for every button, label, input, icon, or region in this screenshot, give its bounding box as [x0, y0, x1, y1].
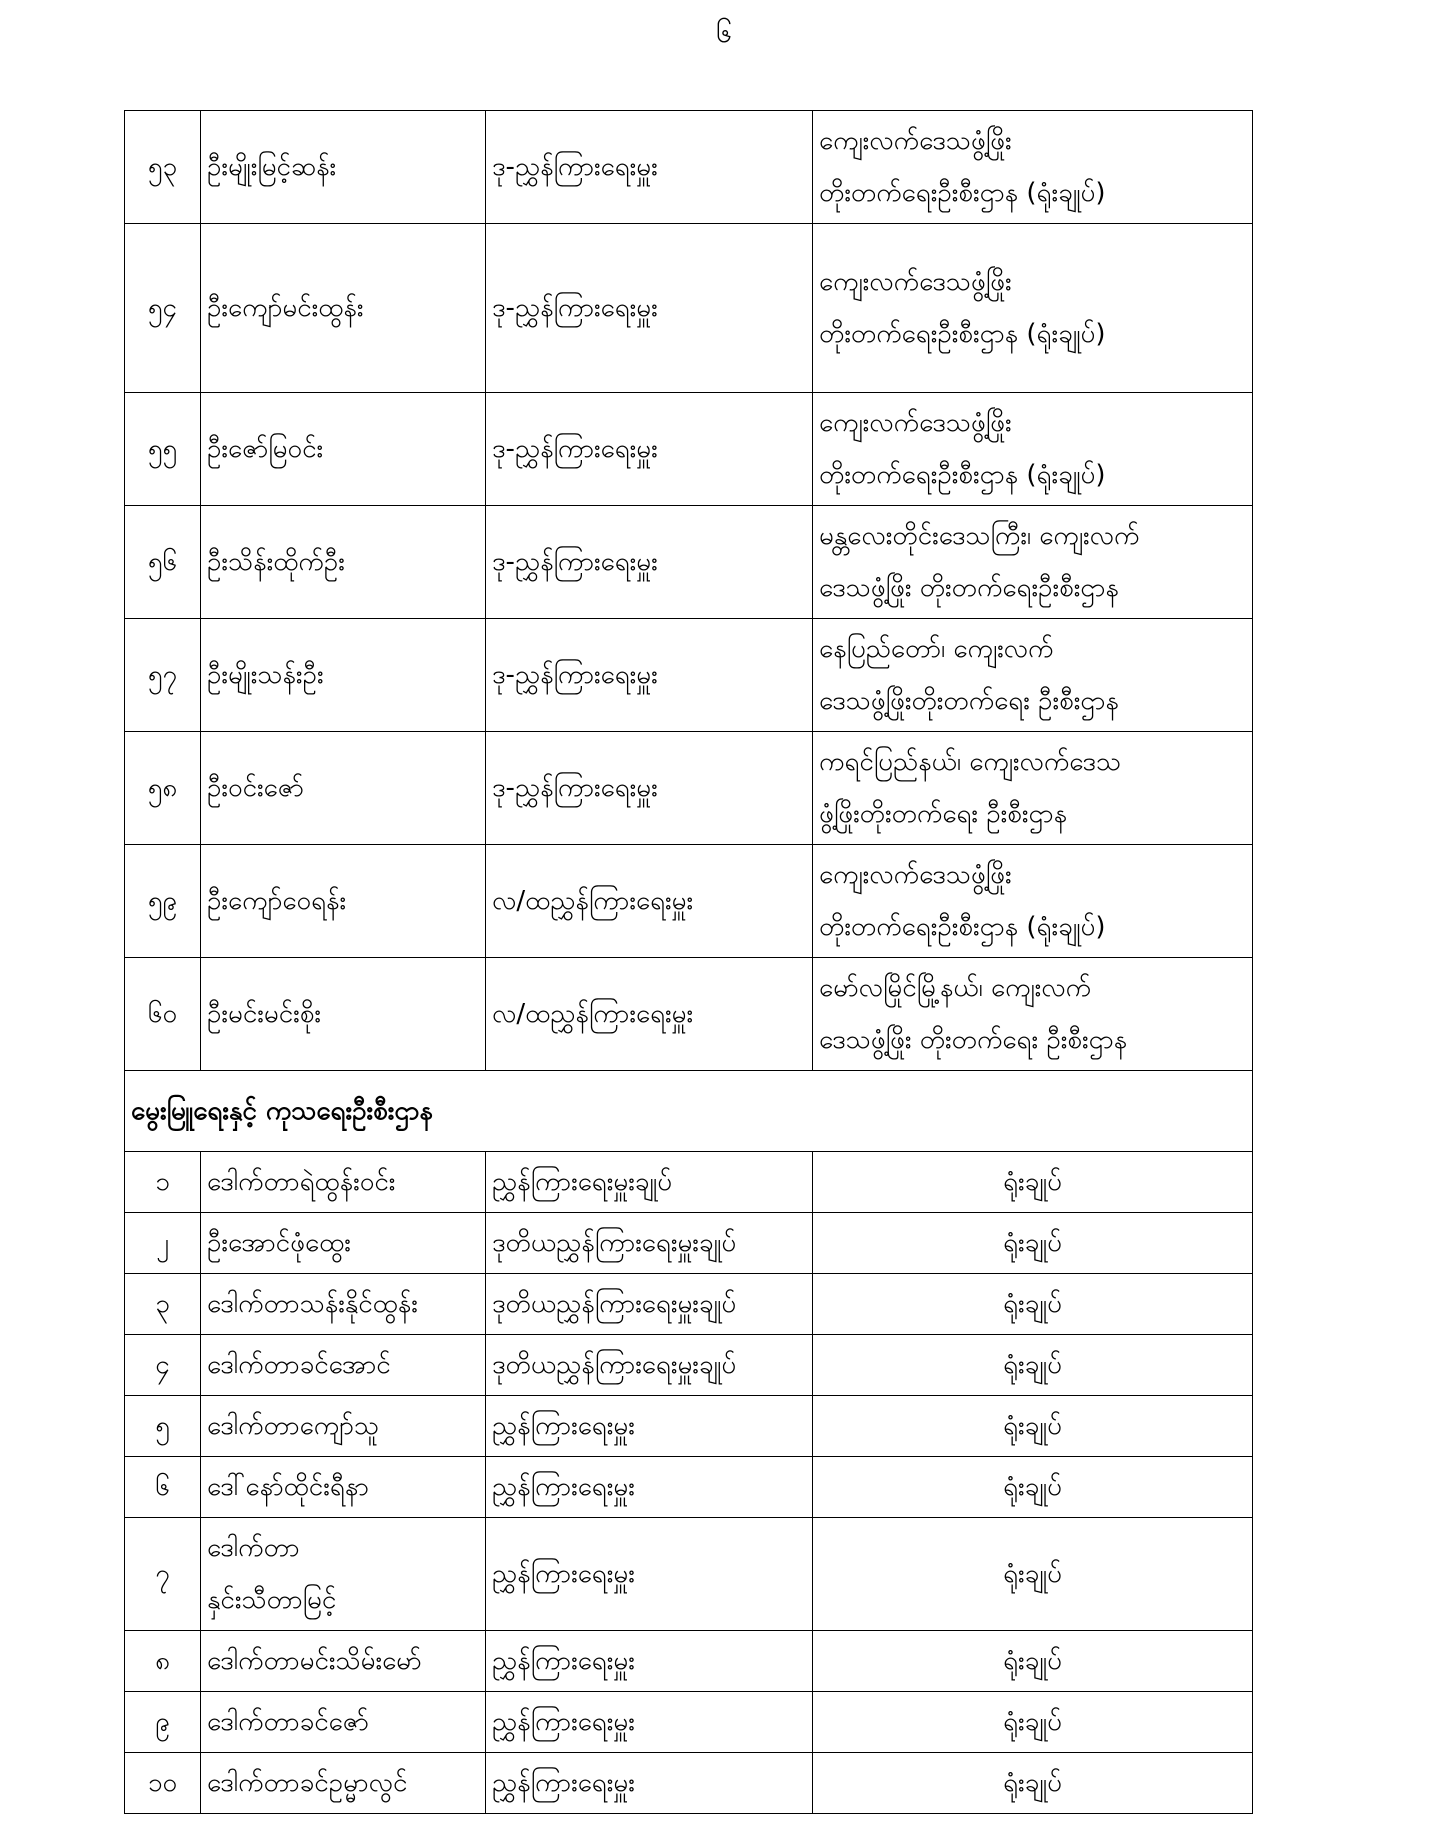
person-name: ဦးအောင်ဖုံထွေး	[201, 1213, 486, 1274]
department-line: နေပြည်တော်၊ ကျေးလက်	[819, 634, 1054, 664]
row-number: ၅၉	[125, 845, 201, 958]
person-department: ရုံးချုပ်	[813, 1518, 1253, 1631]
person-rank: ဒု-ညွှန်ကြားရေးမှူး	[486, 393, 813, 506]
row-number: ၃	[125, 1274, 201, 1335]
table-row	[125, 1457, 1253, 1518]
person-department	[813, 224, 1253, 393]
row-number: ၅၄	[125, 224, 201, 393]
table-row	[125, 1213, 1253, 1274]
person-name: ဒေါက်တာခင်ဥမ္မာလွင်	[201, 1753, 486, 1814]
row-number: ၅၅	[125, 393, 201, 506]
table-row	[125, 1518, 1253, 1631]
person-rank: ညွှန်ကြားရေးမှူး	[486, 1631, 813, 1692]
person-rank: လ/ထညွှန်ကြားရေးမှူး	[486, 845, 813, 958]
table-row	[125, 845, 1253, 958]
row-number: ၅၃	[125, 111, 201, 224]
person-department	[813, 506, 1253, 619]
row-number: ၈	[125, 1631, 201, 1692]
person-name: ဦးကျော်ဝေရန်း	[201, 845, 486, 958]
person-name: ဒေါက်တာခင်အောင်	[201, 1335, 486, 1396]
department-line: ကျေးလက်ဒေသဖွံ့ဖြိုး	[819, 408, 1012, 438]
person-department: ရုံးချုပ်	[813, 1152, 1253, 1213]
department-line: တိုးတက်ရေးဦးစီးဌာန (ရုံးချုပ်)	[819, 460, 1106, 490]
person-department: ရုံးချုပ်	[813, 1396, 1253, 1457]
person-department: ရုံးချုပ်	[813, 1753, 1253, 1814]
department-line: ဖွံ့ဖြိုးတိုးတက်ရေး ဦးစီးဌာန	[819, 799, 1068, 829]
row-number: ၅	[125, 1396, 201, 1457]
person-rank: ညွှန်ကြားရေးမှူး	[486, 1692, 813, 1753]
person-rank: ညွှန်ကြားရေးမှူး	[486, 1396, 813, 1457]
person-rank: ဒုတိယညွှန်ကြားရေးမှူးချုပ်	[486, 1335, 813, 1396]
department-line: ဒေသဖွံ့ဖြိုး တိုးတက်ရေး ဦးစီးဌာန	[819, 1025, 1128, 1055]
person-department: ရုံးချုပ်	[813, 1213, 1253, 1274]
person-department	[813, 111, 1253, 224]
person-rank: လ/ထညွှန်ကြားရေးမှူး	[486, 958, 813, 1071]
person-name: ဒေါက်တာရဲထွန်းဝင်း	[201, 1152, 486, 1213]
person-department: ရုံးချုပ်	[813, 1335, 1253, 1396]
person-rank: ဒု-ညွှန်ကြားရေးမှူး	[486, 619, 813, 732]
person-rank: ညွှန်ကြားရေးမှူး	[486, 1518, 813, 1631]
department-line: တိုးတက်ရေးဦးစီးဌာန (ရုံးချုပ်)	[819, 912, 1106, 942]
person-rank: ညွှန်ကြားရေးမှူး	[486, 1753, 813, 1814]
person-rank: ဒု-ညွှန်ကြားရေးမှူး	[486, 224, 813, 393]
table-row	[125, 1274, 1253, 1335]
page-number: ၆	[716, 16, 732, 49]
person-department: ရုံးချုပ်	[813, 1631, 1253, 1692]
person-rank: ဒု-ညွှန်ကြားရေးမှူး	[486, 111, 813, 224]
person-department: ရုံးချုပ်	[813, 1692, 1253, 1753]
person-name: ဒေါ်နော်ထိုင်းရီနာ	[201, 1457, 486, 1518]
row-number: ၉	[125, 1692, 201, 1753]
person-name: ဦးဇော်မြဝင်း	[201, 393, 486, 506]
person-rank: ညွှန်ကြားရေးမှူးချုပ်	[486, 1152, 813, 1213]
department-line: ကျေးလက်ဒေသဖွံ့ဖြိုး	[819, 267, 1012, 297]
section-row	[125, 1071, 1253, 1152]
department-line: ကရင်ပြည်နယ်၊ ကျေးလက်ဒေသ	[819, 747, 1122, 777]
person-name: ဦးမျိုးမြင့်ဆန်း	[201, 111, 486, 224]
staff-table	[124, 110, 1253, 1814]
person-name: ဒေါက်တာခင်ဇော်	[201, 1692, 486, 1753]
person-department	[813, 845, 1253, 958]
person-department: ရုံးချုပ်	[813, 1457, 1253, 1518]
person-name	[201, 1518, 486, 1631]
person-name: ဒေါက်တာမင်းသိမ်းမော်	[201, 1631, 486, 1692]
person-name: ဦးကျော်မင်းထွန်း	[201, 224, 486, 393]
person-name: ဒေါက်တာကျော်သူ	[201, 1396, 486, 1457]
person-rank: ညွှန်ကြားရေးမှူး	[486, 1457, 813, 1518]
table-row	[125, 1335, 1253, 1396]
person-name: ဦးမျိုးသန်းဦး	[201, 619, 486, 732]
person-name: ဒေါက်တာသန်းနိုင်ထွန်း	[201, 1274, 486, 1335]
table-row	[125, 958, 1253, 1071]
department-line: ဒေသဖွံ့ဖြိုး တိုးတက်ရေးဦးစီးဌာန	[819, 573, 1119, 603]
department-line: မော်လမြိုင်မြို့နယ်၊ ကျေးလက်	[819, 973, 1092, 1003]
person-name: ဦးသိန်းထိုက်ဦး	[201, 506, 486, 619]
person-department: ရုံးချုပ်	[813, 1274, 1253, 1335]
department-line: ကျေးလက်ဒေသဖွံ့ဖြိုး	[819, 126, 1012, 156]
table-row	[125, 111, 1253, 224]
person-department	[813, 732, 1253, 845]
table-row	[125, 506, 1253, 619]
person-name-line: ဒေါက်တာ	[207, 1533, 300, 1563]
person-name-line: နှင်းသီတာမြင့်	[207, 1585, 337, 1615]
row-number: ၆	[125, 1457, 201, 1518]
department-line: တိုးတက်ရေးဦးစီးဌာန (ရုံးချုပ်)	[819, 178, 1106, 208]
table-row	[125, 1152, 1253, 1213]
table-row	[125, 732, 1253, 845]
department-line: မန္တလေးတိုင်းဒေသကြီး၊ ကျေးလက်	[819, 521, 1140, 551]
person-rank: ဒုတိယညွှန်ကြားရေးမှူးချုပ်	[486, 1274, 813, 1335]
section-title: မွေးမြူရေးနှင့် ကုသရေးဦးစီးဌာန	[125, 1071, 1253, 1152]
person-department	[813, 393, 1253, 506]
person-name: ဦးမင်းမင်းစိုး	[201, 958, 486, 1071]
row-number: ၅၇	[125, 619, 201, 732]
table-row	[125, 619, 1253, 732]
table-row	[125, 224, 1253, 393]
department-line: ဒေသဖွံ့ဖြိုးတိုးတက်ရေး ဦးစီးဌာန	[819, 686, 1119, 716]
person-rank: ဒု-ညွှန်ကြားရေးမှူး	[486, 506, 813, 619]
table-row	[125, 1631, 1253, 1692]
row-number: ၅၈	[125, 732, 201, 845]
department-line: တိုးတက်ရေးဦးစီးဌာန (ရုံးချုပ်)	[819, 319, 1106, 349]
table-row	[125, 393, 1253, 506]
row-number: ၂	[125, 1213, 201, 1274]
table-row	[125, 1753, 1253, 1814]
person-department	[813, 619, 1253, 732]
row-number: ၄	[125, 1335, 201, 1396]
person-rank: ဒုတိယညွှန်ကြားရေးမှူးချုပ်	[486, 1213, 813, 1274]
person-rank: ဒု-ညွှန်ကြားရေးမှူး	[486, 732, 813, 845]
row-number: ၁	[125, 1152, 201, 1213]
row-number: ၆၀	[125, 958, 201, 1071]
row-number: ၅၆	[125, 506, 201, 619]
person-name: ဦးဝင်းဇော်	[201, 732, 486, 845]
person-department	[813, 958, 1253, 1071]
row-number: ၇	[125, 1518, 201, 1631]
table-row	[125, 1692, 1253, 1753]
table-row	[125, 1396, 1253, 1457]
department-line: ကျေးလက်ဒေသဖွံ့ဖြိုး	[819, 860, 1012, 890]
row-number: ၁၀	[125, 1753, 201, 1814]
